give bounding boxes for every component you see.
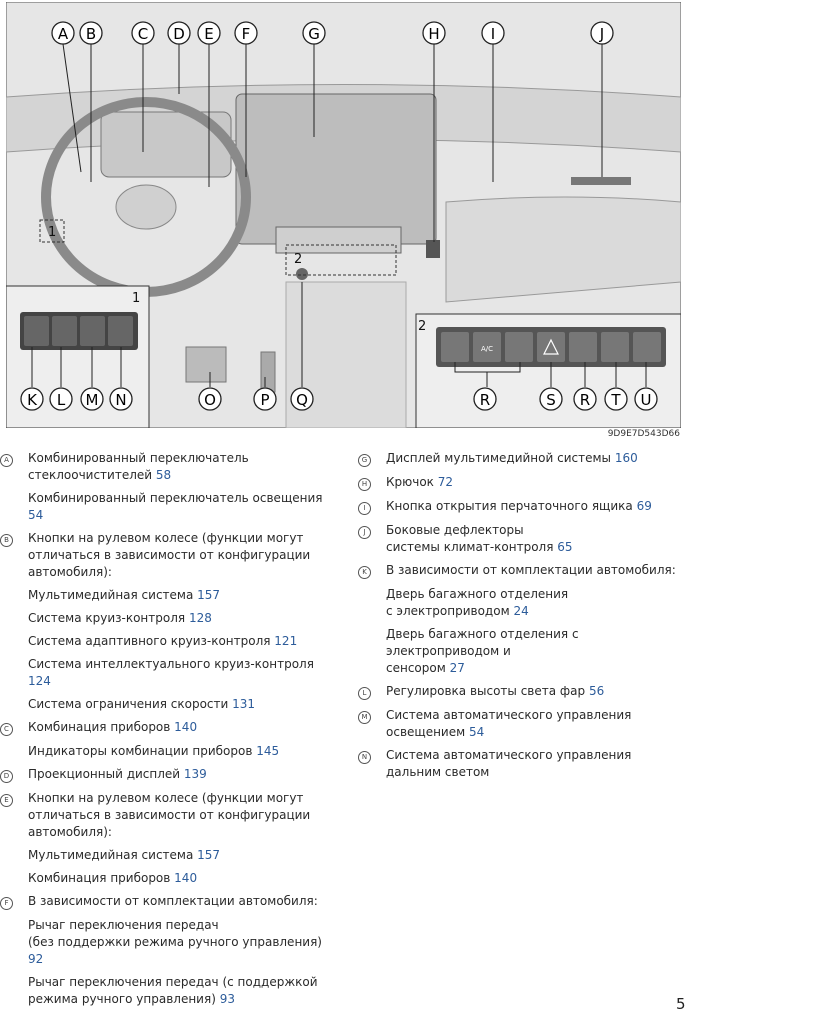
page-reference-link[interactable]: 140 [174,871,198,885]
legend-text: Рычаг переключения передач (без поддержки режима ручного управления) 92 [28,918,322,966]
legend-text: Комбинированный переключатель стеклоочистителей 58 [28,451,249,482]
svg-text:B: B [85,25,97,43]
page-reference-link[interactable]: 27 [449,661,465,675]
legend-entry [0,696,340,713]
legend-marker [0,847,28,864]
legend-text: Система круиз-контроля 128 [28,611,212,625]
svg-text:E: E [204,25,214,43]
legend-entry [358,707,688,741]
legend-entry [358,586,688,620]
legend-text: Система адаптивного круиз-контроля 121 [28,634,298,648]
legend-entry [358,522,688,556]
legend-text: Комбинация приборов 140 [28,720,198,734]
svg-text:K: K [27,391,37,409]
legend-entry [0,743,340,760]
page-reference-link[interactable]: 72 [437,475,454,489]
dashboard-illustration [6,2,681,428]
callout [80,22,102,44]
svg-text:P: P [260,391,270,409]
inset-label: 2 [418,319,427,334]
callout [540,388,562,410]
legend-marker: E [0,790,28,841]
legend-entry [0,893,340,911]
legend-text: Кнопка открытия перчаточного ящика 69 [386,499,652,513]
legend-marker: J [358,522,386,556]
page-reference-link[interactable]: 157 [197,848,221,862]
callout [198,22,220,44]
legend-marker [0,490,28,524]
legend-marker [0,917,28,968]
legend-marker: A [0,450,28,484]
legend-marker: D [0,766,28,784]
svg-text:D: D [173,25,185,43]
callout [52,22,74,44]
page-reference-link[interactable]: 93 [219,992,235,1006]
callout [423,22,445,44]
legend-entry [0,719,340,737]
callout [50,388,72,410]
multimedia-display-shape [236,94,436,244]
page-reference-link[interactable]: 157 [197,588,221,602]
legend-text: Система ограничения скорости 131 [28,697,256,711]
legend-entry [0,490,340,524]
legend-entry [358,747,688,781]
legend-entry [0,530,340,581]
legend-marker [0,743,28,760]
callout [574,388,596,410]
legend-text: Система автоматического управления освещением 54 [386,708,632,739]
legend-text: Регулировка высоты света фар 56 [386,684,605,698]
callout [254,388,276,410]
callout [110,388,132,410]
legend-text: Крючок 72 [386,475,454,489]
legend-text: Дверь багажного отделения с электроприводом и сенсором 27 [386,627,579,675]
legend-entry [358,498,688,516]
callout [474,388,496,410]
callout [591,22,613,44]
legend-marker: G [358,450,386,468]
legend-marker [0,870,28,887]
inset-2-buttons [436,327,666,367]
svg-text:F: F [241,25,251,43]
svg-text:A: A [57,25,69,43]
page-reference-link[interactable]: 92 [28,952,44,966]
svg-text:H: H [428,25,440,43]
legend-text: Комбинация приборов 140 [28,871,198,885]
svg-text:M: M [85,391,99,409]
callout [132,22,154,44]
callout [235,22,257,44]
svg-text:L: L [56,391,66,409]
legend-marker: M [358,707,386,741]
svg-text:R: R [579,391,591,409]
legend-marker [0,974,28,1008]
page-reference-link[interactable]: 65 [557,540,573,554]
page-reference-link[interactable]: 121 [274,634,298,648]
legend-entry [358,626,688,677]
svg-text:S: S [546,391,556,409]
legend-text: Проекционный дисплей 139 [28,767,207,781]
legend-entry [0,587,340,604]
legend-text: Кнопки на рулевом колесе (функции могут отличаться в зависимости от конфигурации автомобиля): [28,791,311,839]
svg-text:N: N [115,391,127,409]
svg-text:G: G [308,25,320,43]
page-reference-link[interactable]: 140 [174,720,198,734]
legend-entry [0,633,340,650]
callout [199,388,221,410]
callout [21,388,43,410]
legend-column-left [0,450,340,1014]
page-reference-link[interactable]: 56 [588,684,605,698]
legend-marker: I [358,498,386,516]
callout [291,388,313,410]
legend-marker [358,586,386,620]
page-reference-link[interactable]: 54 [28,508,44,522]
legend-entry [0,656,340,690]
page-reference-link[interactable]: 131 [232,697,256,711]
legend-entry [358,562,688,580]
page-reference-link[interactable]: 58 [155,468,172,482]
legend-entry [0,766,340,784]
page-reference-link[interactable]: 139 [183,767,207,781]
inset-1-buttons [20,312,138,350]
inset-label: 1 [132,291,141,306]
legend-marker: L [358,683,386,701]
legend-column-right [358,450,688,787]
legend-marker [0,696,28,713]
legend-text: Индикаторы комбинации приборов 145 [28,744,280,758]
page-reference-link[interactable]: 24 [513,604,529,618]
legend-marker: H [358,474,386,492]
page-reference-link[interactable]: 128 [188,611,212,625]
svg-text:R: R [479,391,491,409]
legend-marker: B [0,530,28,581]
callout [81,388,103,410]
legend-marker [0,656,28,690]
page-reference-link[interactable]: 54 [468,725,485,739]
page-reference-link[interactable]: 69 [636,499,652,513]
legend-marker [0,610,28,627]
svg-text:C: C [137,25,149,43]
svg-text:I: I [490,25,496,43]
legend-entry [358,683,688,701]
legend-marker: C [0,719,28,737]
callout [303,22,325,44]
legend-entry [0,790,340,841]
legend-entry [0,917,340,968]
legend-entry [0,847,340,864]
legend-text: Дисплей мультимедийной системы 160 [386,451,638,465]
legend-text: Мультимедийная система 157 [28,588,221,602]
legend-marker [0,633,28,650]
legend-text: Боковые дефлекторы системы климат-контроля 65 [386,523,573,554]
callout [168,22,190,44]
callout [635,388,657,410]
legend-text: В зависимости от комплектации автомобиля: [28,894,318,908]
page-reference-link[interactable]: 145 [256,744,280,758]
svg-text:O: O [204,391,216,409]
inset-label: 1 [48,225,57,240]
legend-text: Комбинированный переключатель освещения 54 [28,491,323,522]
legend-text: Система автоматического управления дальним светом [386,748,632,779]
inset-label: 2 [294,252,303,267]
legend-entry [0,870,340,887]
legend-marker: K [358,562,386,580]
legend-entry [0,450,340,484]
legend-text: Система интеллектуального круиз-контроля 124 [28,657,314,688]
ac-button-label: A/C [480,345,494,353]
legend-text: Рычаг переключения передач (с поддержкой режима ручного управления) 93 [28,975,318,1006]
page-number: 5 [676,995,686,1013]
page-reference-link[interactable]: 160 [614,451,638,465]
legend-entry [358,474,688,492]
legend-entry [358,450,688,468]
legend-text: Мультимедийная система 157 [28,848,221,862]
legend-marker: N [358,747,386,781]
legend-text: Дверь багажного отделения с электроприводом 24 [386,587,569,618]
legend-marker [0,587,28,604]
figure-code: 9D9E7D543D66 [607,429,680,439]
legend-text: В зависимости от комплектации автомобиля: [386,563,676,577]
legend-marker: F [0,893,28,911]
svg-text:U: U [640,391,652,409]
callout [605,388,627,410]
svg-text:J: J [599,25,605,43]
page-reference-link[interactable]: 124 [28,674,51,688]
svg-text:Q: Q [296,391,308,409]
legend-marker [358,626,386,677]
legend-entry [0,610,340,627]
legend-entry [0,974,340,1008]
svg-text:T: T [611,391,621,409]
callout [482,22,504,44]
legend-text: Кнопки на рулевом колесе (функции могут отличаться в зависимости от конфигурации автомобиля): [28,531,311,579]
